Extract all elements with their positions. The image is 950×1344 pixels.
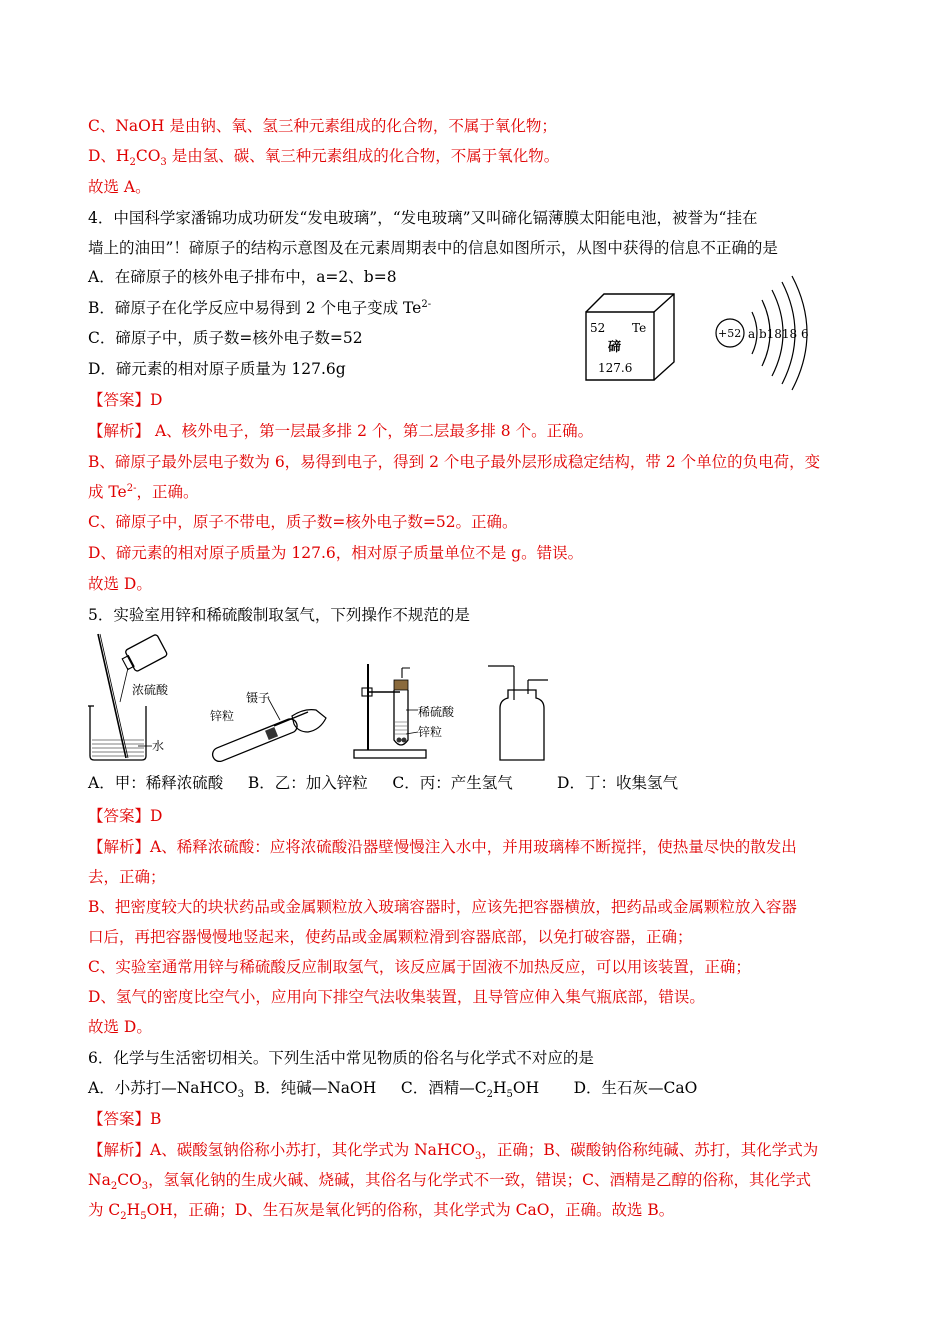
q4-option-c: C．碲原子中，质子数=核外电子数=52 [88, 329, 363, 347]
q6-exp-1: 【解析】A、碳酸氢钠俗称小苏打，其化学式为 NaHCO$_3$，正确；B、碳酸钠俗称纯碱、苏打，其化学式为 [88, 1141, 819, 1163]
atom-shell-labels: a b1818 6 [748, 327, 809, 341]
q4-exp-b-1: B、碲原子最外层电子数为 6，易得到电子，得到 2 个电子最外层形成稳定结构，带 2 个单位的负电荷，变 [88, 453, 821, 471]
q6-exp-3: 为 $C_2H_5OH$，正确；D、生石灰是氧化钙的俗称，其化学式为 CaO，正确。故选 B。 [88, 1201, 675, 1223]
produce-hydrogen-figure [352, 660, 468, 762]
dilution-figure [86, 632, 198, 762]
q5-exp-b-2: 口后，再把容器慢慢地竖起来，使药品或金属颗粒滑到容器底部，以免打破容器，正确； [88, 928, 693, 946]
label-zinc-2: 锌粒 [418, 725, 443, 739]
q3-exp-d: D、$H_2CO_3$ 是由氢、碳、氧三种元素组成的化合物，不属于氧化物。 [88, 147, 560, 169]
q6-exp-2: $Na_2CO_3$，氢氧化钠的生成火碱、烧碱，其俗名与化学式不一致，错误；C、酒精是乙醇的俗称，其化学式 [88, 1171, 812, 1193]
q3-select: 故选 A。 [88, 178, 151, 196]
q6-options: A．小苏打—NaHCO$_3$ B．纯碱—NaOH C．酒精$—C_2H_5OH$ D．生石灰—CaO [88, 1079, 698, 1101]
q5-exp-a-1: 【解析】A、稀释浓硫酸：应将浓硫酸沿器壁慢慢注入水中，并用玻璃棒不断搅拌，使热量尽快的散发出 [88, 838, 797, 856]
label-conc-acid: 浓硫酸 [132, 683, 169, 697]
q3-exp-c: C、NaOH 是由钠、氧、氢三种元素组成的化合物，不属于氧化物； [88, 117, 557, 135]
atom-structure-figure [710, 270, 830, 398]
q4-exp-c: C、碲原子中，原子不带电，质子数=核外电子数=52。正确。 [88, 513, 518, 531]
q4-answer: 【答案】D [88, 391, 163, 409]
q5-exp-b-1: B、把密度较大的块状药品或金属颗粒放入玻璃容器时，应该先把容器横放，把药品或金属颗粒放入容器 [88, 898, 797, 916]
q4-stem-2: 墙上的油田”！碲原子的结构示意图及在元素周期表中的信息如图所示，从图中获得的信息不正确的是 [88, 239, 778, 257]
element-mass: 127.6 [598, 361, 633, 375]
collect-hydrogen-figure [484, 662, 554, 762]
q4-option-d: D．碲元素的相对原子质量为 127.6g [88, 360, 346, 378]
q5-options: A．甲：稀释浓硫酸 B．乙：加入锌粒 C．丙：产生氢气 D．丁：收集氢气 [88, 774, 678, 792]
element-name: 碲 [608, 340, 622, 355]
q4-select: 故选 D。 [88, 575, 152, 593]
q4-exp-a: 【解析】 A、核外电子，第一层最多排 2 个，第二层最多排 8 个。正确。 [88, 422, 594, 440]
q4-option-b: B．碲原子在化学反应中易得到 2 个电子变成 $Te^{2-}$ [88, 298, 432, 317]
q5-exp-d: D、氢气的密度比空气小，应用向下排空气法收集装置，且导管应伸入集气瓶底部，错误。 [88, 988, 705, 1006]
label-zinc: 锌粒 [210, 709, 235, 723]
element-tile-figure [584, 292, 684, 384]
element-symbol: Te [632, 321, 647, 335]
label-dilute-acid: 稀硫酸 [418, 705, 455, 719]
q4-exp-d: D、碲元素的相对原子质量为 127.6，相对原子质量单位不是 g。错误。 [88, 544, 584, 562]
add-zinc-figure [208, 688, 334, 762]
label-tweezers: 镊子 [246, 691, 271, 705]
q6-stem: 6．化学与生活密切相关。下列生活中常见物质的俗名与化学式不对应的是 [88, 1049, 594, 1067]
q5-answer: 【答案】D [88, 807, 163, 825]
q5-exp-c: C、实验室通常用锌与稀硫酸反应制取氢气，该反应属于固液不加热反应，可以用该装置，正确； [88, 958, 751, 976]
q4-option-a: A．在碲原子的核外电子排布中，a=2、b=8 [88, 268, 397, 286]
q5-exp-a-2: 去，正确； [88, 868, 166, 886]
q5-stem: 5．实验室用锌和稀硫酸制取氢气，下列操作不规范的是 [88, 606, 470, 624]
atom-nucleus-label: +52 [718, 327, 742, 340]
q4-stem-1: 4．中国科学家潘锦功成功研发“发电玻璃”，“发电玻璃”又叫碲化镉薄膜太阳能电池，被誉为“挂在 [88, 209, 758, 227]
label-water: 水 [152, 739, 165, 753]
q6-answer: 【答案】B [88, 1110, 162, 1128]
q5-select: 故选 D。 [88, 1018, 152, 1036]
element-number: 52 [590, 321, 606, 335]
q4-exp-b-2: 成 $Te^{2-}$，正确。 [88, 482, 199, 501]
